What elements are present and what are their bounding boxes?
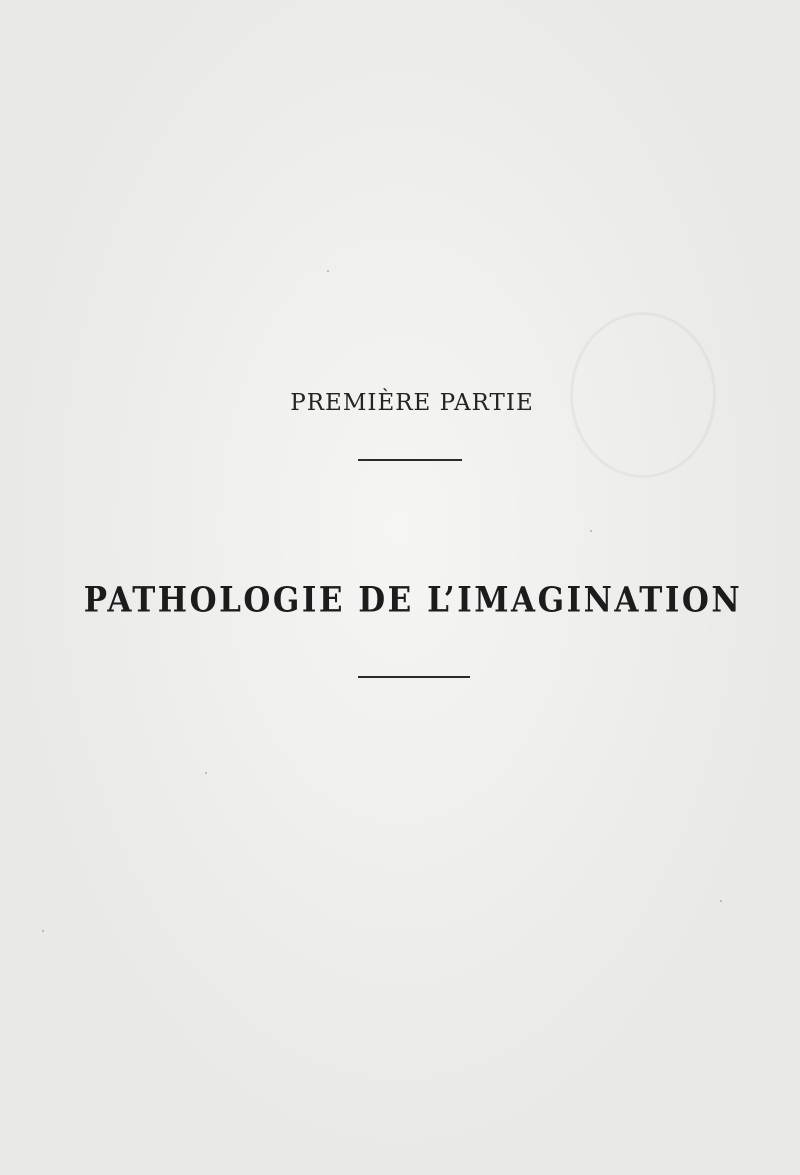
paper-speck: [720, 900, 722, 902]
paper-speck: [42, 930, 44, 932]
part-title: PREMIÈRE PARTIE: [290, 390, 534, 416]
divider-rule: [358, 459, 462, 461]
paper-speck: [327, 270, 329, 272]
divider-rule: [358, 676, 470, 678]
paper-speck: [205, 772, 207, 774]
paper-speck: [590, 530, 592, 532]
main-title: PATHOLOGIE DE L’IMAGINATION: [83, 580, 743, 621]
